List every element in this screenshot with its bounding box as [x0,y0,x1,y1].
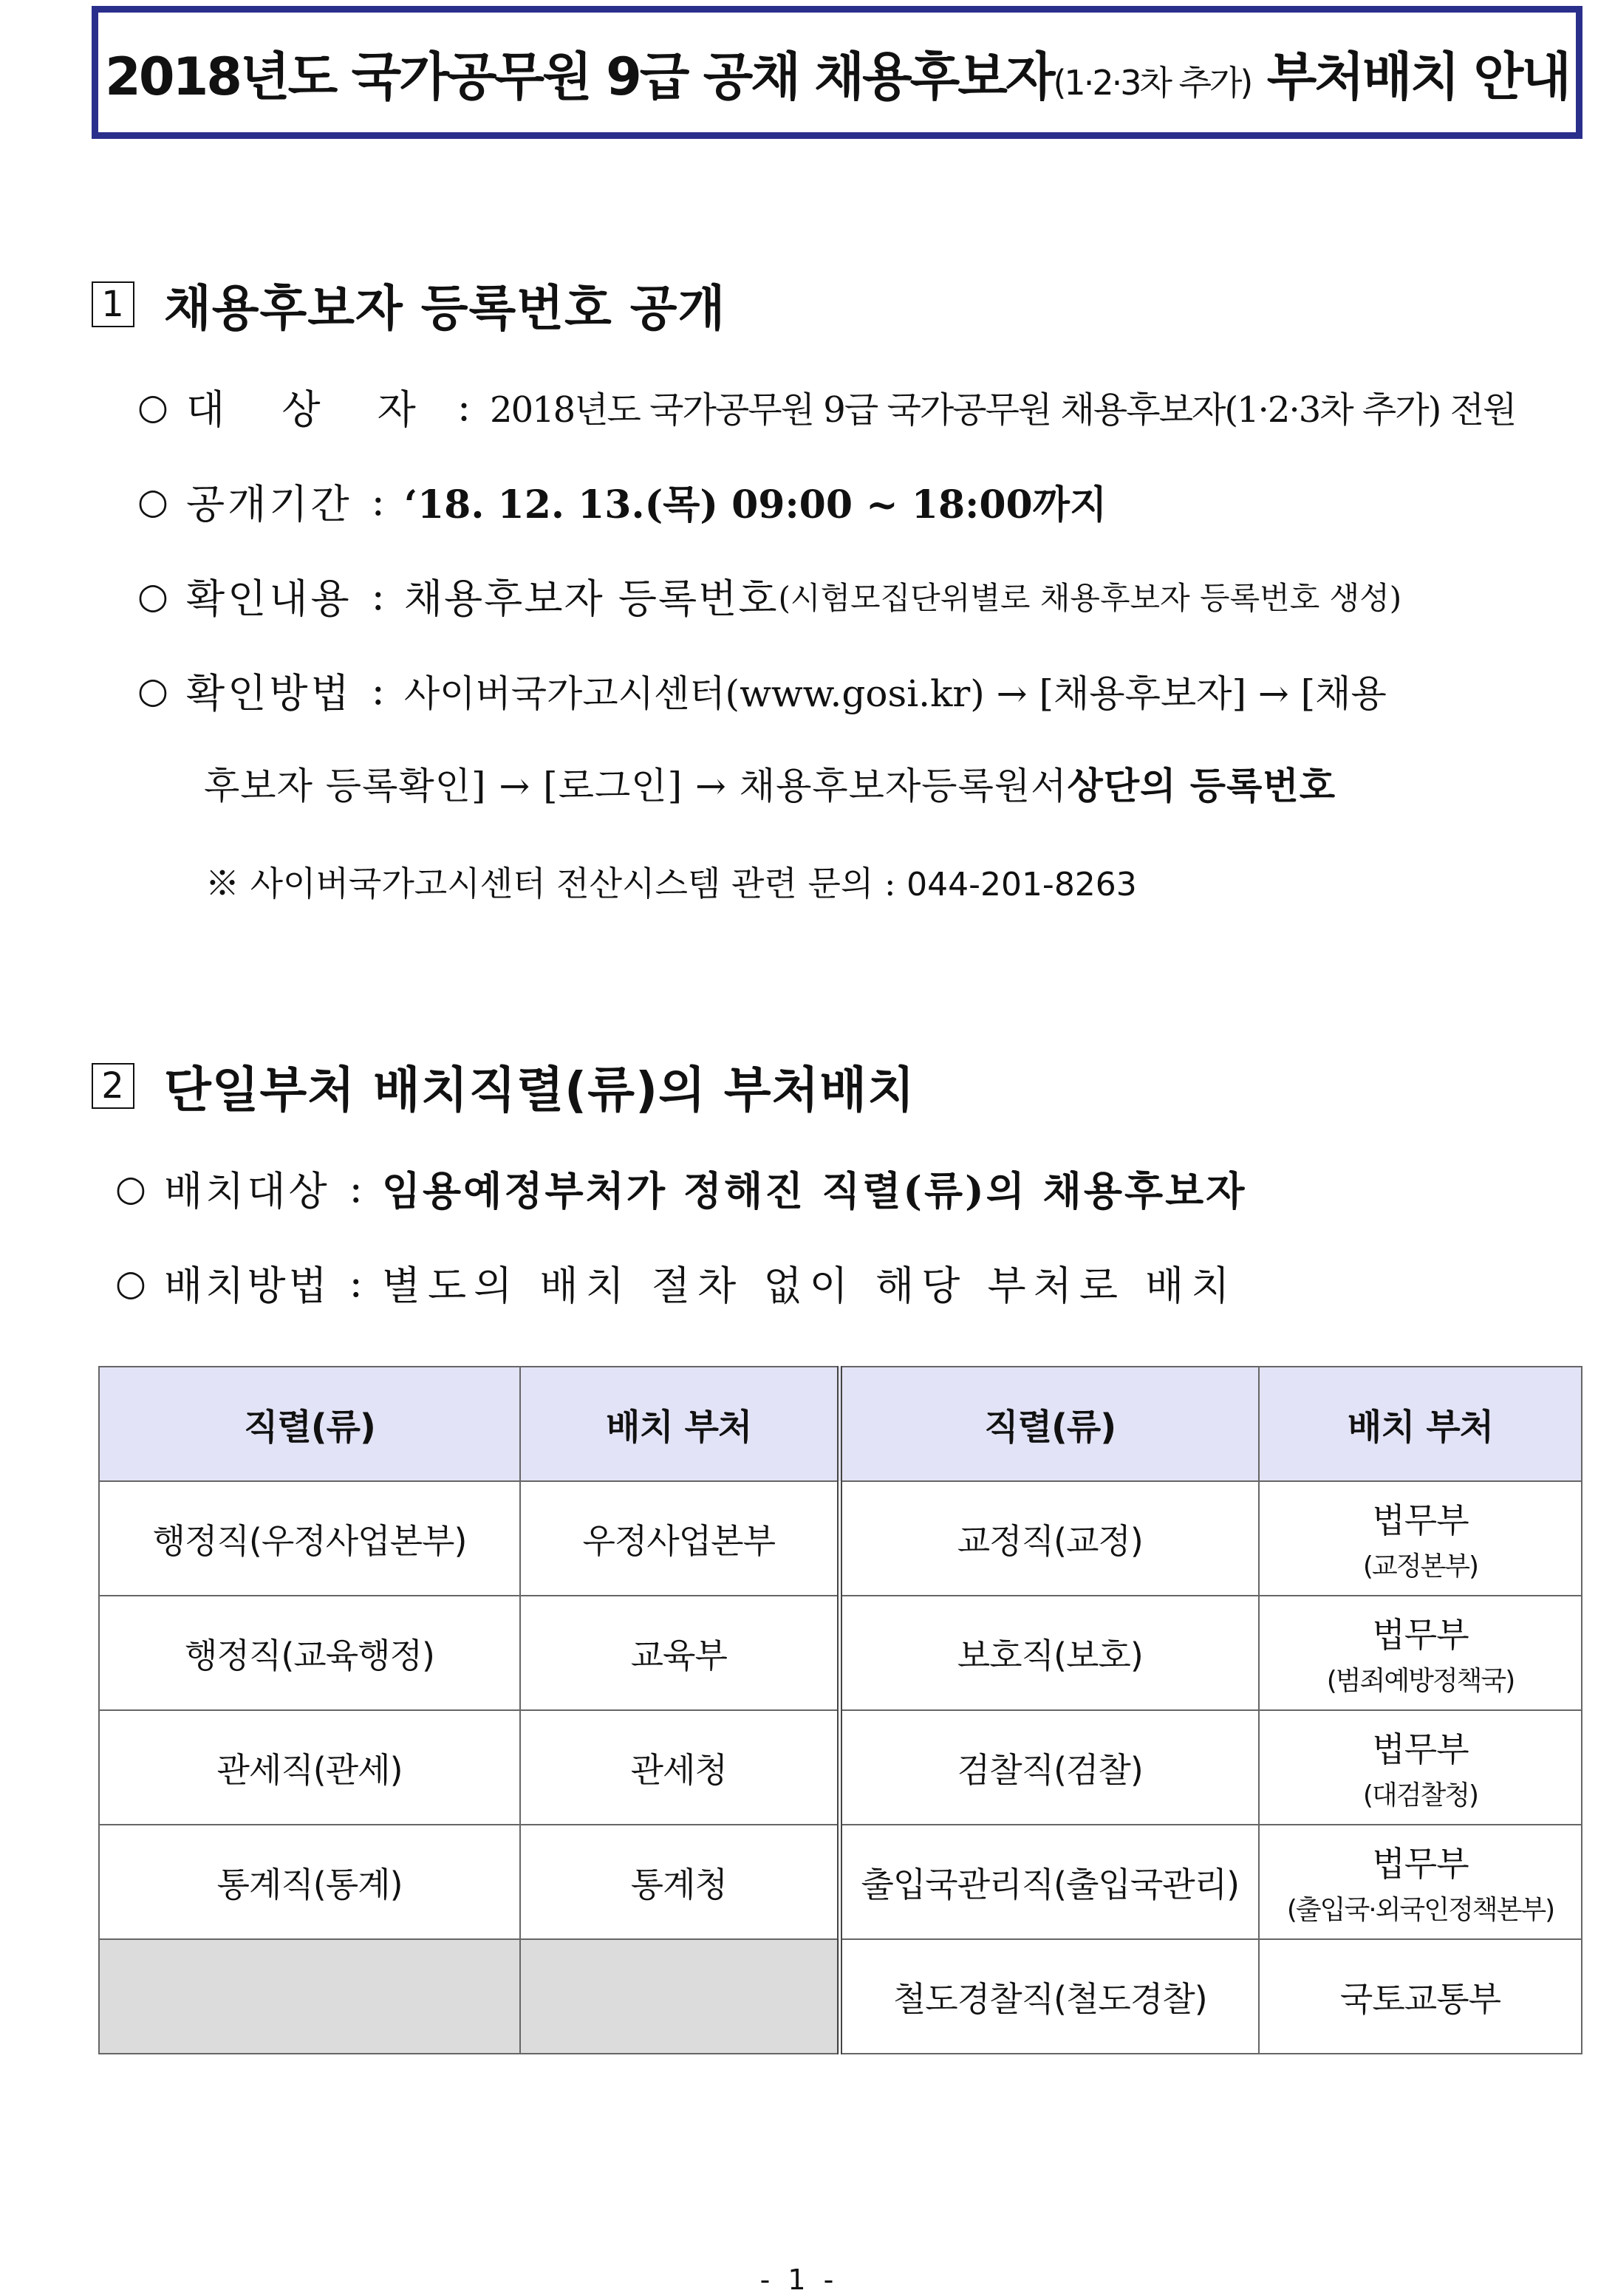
item-label: 공개기간 [186,481,352,527]
item-method [137,662,1387,719]
ministry-cell: 국토교통부 [1259,1939,1582,2054]
section-number: 2 [92,1063,134,1109]
series-cell: 관세직(관세) [99,1710,520,1825]
ministry-division: (대검찰청) [1362,1780,1478,1811]
item-value: ‘18. 12. 13.(목) 09:00 ~ 18:00까지 [403,482,1107,527]
table-header-row [99,1367,1582,1481]
section-2-heading [92,1050,915,1121]
series-cell: 통계직(통계) [99,1825,520,1939]
ministry-cell: 관세청 [520,1710,839,1825]
series-cell: 보호직(보호) [839,1596,1259,1710]
empty-cell [520,1939,839,2054]
document-title-box [92,6,1582,139]
item-value-note: (시험모집단위별로 채용후보자 등록번호 생성) [778,579,1402,616]
colon: : [371,667,385,714]
circle-bullet-icon: ○ [137,480,168,522]
table-row [99,1481,1582,1596]
note-text: ※ 사이버국가고시센터 전산시스템 관련 문의 : [205,864,907,903]
contact-note [205,857,1137,906]
item-value: 사이버국가고시센터(www.gosi.kr) → [채용후보자] → [채용 [403,672,1387,715]
series-cell: 행정직(교육행정) [99,1596,520,1710]
colon: : [457,383,471,430]
item-period [137,473,1107,530]
table-row [99,1825,1582,1939]
item-value-cont: 후보자 등록확인] → [로그인] → 채용후보자등록원서 [204,765,1068,807]
header-cell: 직렬(류) [839,1367,1259,1481]
ministry-cell [1259,1710,1582,1825]
ministry-cell: 통계청 [520,1825,839,1939]
contact-phone: 044-201-8263 [906,866,1137,903]
document-title [105,35,1569,110]
circle-bullet-icon: ○ [137,386,168,428]
item-label: 대 상 자 [186,386,438,433]
ministry-name: 법무부 [1372,1844,1469,1884]
ministry-cell [1259,1825,1582,1939]
circle-bullet-icon: ○ [137,669,168,711]
ministry-name: 법무부 [1372,1615,1469,1655]
ministry-division: (범죄예방정책국) [1326,1666,1515,1696]
ministry-cell: 교육부 [520,1596,839,1710]
item-placement-target [115,1160,1246,1217]
section-number: 1 [92,281,134,327]
section-title: 단일부처 배치직렬(류)의 부처배치 [164,1062,915,1118]
ministry-cell: 우정사업본부 [520,1481,839,1596]
table-row [99,1710,1582,1825]
item-label: 배치대상 [164,1168,330,1214]
colon: : [349,1165,363,1212]
section-title: 채용후보자 등록번호 공개 [164,280,726,337]
table-row [99,1939,1582,2054]
item-value: 2018년도 국가공무원 9급 국가공무원 채용후보자(1·2·3차 추가) 전원 [490,389,1516,431]
header-cell: 배치 부처 [520,1367,839,1481]
item-method-cont [204,756,1336,810]
header-cell: 배치 부처 [1259,1367,1582,1481]
ministry-name: 법무부 [1372,1500,1469,1540]
ministry-name: 법무부 [1372,1729,1469,1769]
circle-bullet-icon: ○ [115,1167,146,1209]
item-placement-method [115,1254,1237,1311]
circle-bullet-icon: ○ [137,575,168,617]
ministry-cell [1259,1481,1582,1596]
ministry-division: (교정본부) [1362,1551,1478,1582]
item-content [137,567,1401,624]
colon: : [371,478,385,525]
series-cell: 철도경찰직(철도경찰) [839,1939,1259,2054]
title-suffix-text: 부처배치 안내 [1251,46,1569,107]
circle-bullet-icon: ○ [115,1262,146,1304]
empty-cell [99,1939,520,2054]
header-cell: 직렬(류) [99,1367,520,1481]
title-round-note: (1·2·3차 추가) [1053,62,1252,103]
item-label: 확인내용 [186,575,352,622]
series-cell: 출입국관리직(출입국관리) [839,1825,1259,1939]
series-cell: 검찰직(검찰) [839,1710,1259,1825]
item-label: 배치방법 [164,1263,330,1309]
item-value-emphasis: 상단의 등록번호 [1067,764,1336,807]
colon: : [371,573,385,619]
page-number: - 1 - [759,2263,839,2296]
item-value: 채용후보자 등록번호 [403,575,779,622]
section-1-heading [92,269,725,339]
title-main-text: 2018년도 국가공무원 9급 공채 채용후보자 [105,46,1054,107]
item-label: 확인방법 [186,670,352,717]
table-row [99,1596,1582,1710]
item-target [137,378,1515,435]
placement-table [98,1366,1582,2054]
ministry-division: (출입국·외국인정책본부) [1286,1895,1554,1925]
item-value: 임용예정부처가 정해진 직렬(류)의 채용후보자 [381,1167,1247,1214]
ministry-cell [1259,1596,1582,1710]
series-cell: 행정직(우정사업본부) [99,1481,520,1596]
series-cell: 교정직(교정) [839,1481,1259,1596]
colon: : [349,1260,363,1306]
item-value: 별도의 배치 절차 없이 해당 부처로 배치 [381,1263,1237,1309]
